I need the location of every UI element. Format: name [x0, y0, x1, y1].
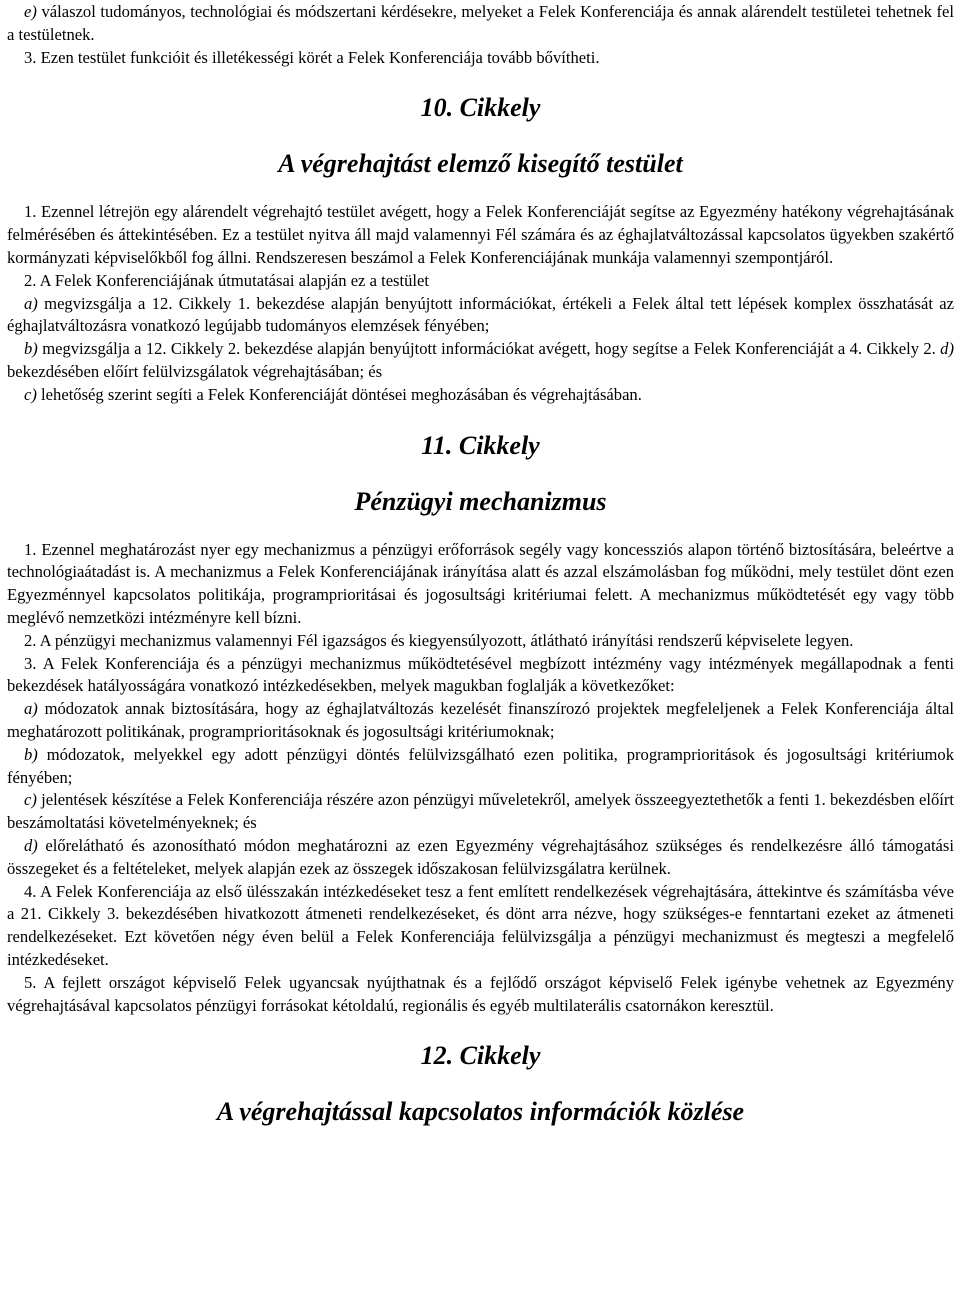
article-12-title: A végrehajtással kapcsolatos információk közlése: [216, 1097, 745, 1127]
item-e-text: válaszol tudományos, technológiai és módszertani kérdésekre, melyeket a Felek Konferenciája és annak alárendelt testületei tehetnek fel a testületnek.: [7, 2, 954, 44]
item-b-label: b): [24, 744, 38, 764]
spacer: [7, 517, 954, 539]
article-11-item-d: [7, 835, 954, 881]
article-11-paragraph-5: 5. A fejlett országot képviselő Felek ugyancsak nyújthatnak és a fejlődő országot képviselő Felek igénybe vehetnek az Egyezmény végrehajtásával kapcsolatos pénzügyi forrásokat kétoldalú, regionális és egyéb multilaterális csatornákon keresztül.: [7, 972, 954, 1015]
item-b-text: módozatok, melyekkel egy adott pénzügyi döntés felülvizsgálható ezen politika, programprioritások és jogosultsági kritériumok fényében;: [7, 744, 954, 787]
item-a-label: a): [24, 699, 38, 719]
item-b-inner-label: d): [940, 339, 954, 359]
paragraph-3: 3. Ezen testület funkcióit és illetékességi körét a Felek Konferenciája tovább bővítheti.: [24, 47, 600, 67]
article-11-number: 11. Cikkely: [421, 430, 540, 460]
item-b-text-2: bekezdésében előírt felülvizsgálatok végrehajtásában; és: [7, 361, 383, 381]
spacer: [7, 1017, 954, 1041]
article-11-title: Pénzügyi mechanizmus: [354, 486, 607, 516]
article-11-item-c: [7, 789, 954, 835]
article-11-item-b: [7, 744, 954, 790]
article-10-title: A végrehajtást elemző kisegítő testület: [278, 149, 683, 179]
item-a-text: módozatok annak biztosítására, hogy az éghajlatváltozás kezelését finanszírozó projektek megfeleljenek a Felek Konferenciája által meghatározott politikának, programprioritásoknak és jogosultsági kritériumoknak;: [7, 699, 954, 741]
article-11-paragraph-2: 2. A pénzügyi mechanizmus valamennyi Fél igazságos és kiegyensúlyozott, átlátható irányítási rendszerű képviselete legyen.: [24, 630, 854, 650]
article-11-paragraph-4: 4. A Felek Konferenciája az első ülésszakán intézkedéseket tesz a fent említett rendelkezések végrehajtására, áttekintve és számításba véve a 21. Cikkely 3. bekezdésében hivatkozott átmeneti rendelkezéseket, és dönt arra nézve, hogy szükséges-e fenntartani ezeket az átmeneti rendelkezéseket. Ezt követően négy éven belül a Felek Konferenciája felülvizsgálja a pénzügyi mechanizmust és megteszi a megfelelő intézkedéseket.: [7, 881, 954, 969]
article-10-item-c: [7, 384, 954, 407]
item-e-label: e): [24, 2, 37, 21]
article-10-item-a: [7, 293, 954, 339]
item-c-label: c): [24, 384, 37, 404]
item-c-label: c): [24, 790, 37, 810]
article-10-item-b: [7, 338, 954, 384]
spacer: [7, 407, 954, 431]
article-10-paragraph-2: 2. A Felek Konferenciájának útmutatásai alapján ez a testület: [24, 270, 430, 290]
item-a-text: megvizsgálja a 12. Cikkely 1. bekezdése alapján benyújtott információkat, értékeli a Felek által tett lépések komplex összhatását az éghajlatváltozásra vonatkozó legújabb tudományos elemzések fényében;: [7, 293, 954, 336]
item-a-label: a): [24, 293, 38, 313]
spacer: [7, 123, 954, 149]
spacer: [7, 1071, 954, 1097]
item-b-text-1: megvizsgálja a 12. Cikkely 2. bekezdése alapján benyújtott információkat avégett, hogy segítse a Felek Konferenciáját a 4. Cikkely 2.: [37, 339, 941, 359]
article-10-number: 10. Cikkely: [420, 93, 541, 123]
item-d-label: d): [24, 835, 38, 855]
item-d-text: előrelátható és azonosítható módon meghatározni az ezen Egyezmény végrehajtásához szükséges és rendelkezésre álló támogatási összegeket és a feltételeket, melyek alapján ezek az összegek időszakosan felülvizsgálatra kerülnek.: [7, 835, 954, 878]
spacer: [7, 69, 954, 93]
article-11-paragraph-3: 3. A Felek Konferenciája és a pénzügyi mechanizmus működtetésével megbízott intézmény vagy intézmények megállapodnak a fenti bekezdések hatályosságára vonatkozó intézkedésekben, melyek magukban foglalják a következőket:: [7, 653, 954, 696]
spacer: [7, 461, 954, 487]
item-c-text: lehetőség szerint segíti a Felek Konferenciáját döntései meghozásában és végrehajtásában.: [36, 384, 642, 404]
article-10-paragraph-1: 1. Ezennel létrejön egy alárendelt végrehajtó testület avégett, hogy a Felek Konferenciáját segítse az Egyezmény hatékony végrehajtásának felmérésében és áttekintésében. Ez a testület nyitva áll majd valamennyi Fél számára és az éghajlatváltozással kapcsolatos ügyekben szakértő kormányzati képviselőkből fog állni. Rendszeresen beszámol a Felek Konferenciájának munkája valamennyi szempontjáról.: [7, 202, 954, 267]
spacer: [7, 179, 954, 201]
article-11-paragraph-1: 1. Ezennel meghatározást nyer egy mechanizmus a pénzügyi erőforrások segély vagy koncessziós alapon történő biztosítására, beleértve a technológiaátadást is. A mechanizmus a Felek Konferenciájának irányítása alatt és azzal elszámolásban fog működni, mely testület dönt ezen Egyezménnyel kapcsolatos politikája, programprioritásai és jogosultsági kritériumai felett. A mechanizmus működtetését egy vagy több meglévő nemzetközi intézményre kell bízni.: [7, 539, 954, 627]
item-c-text: jelentések készítése a Felek Konferenciája részére azon pénzügyi műveletekről, amelyek összeegyeztethetők a fenti 1. bekezdésben előírt beszámoltatási követelményeknek; és: [7, 790, 954, 833]
article-11-item-a: [7, 698, 954, 744]
item-e: [7, 1, 954, 47]
article-12-number: 12. Cikkely: [420, 1041, 541, 1071]
item-b-label: b): [24, 339, 38, 359]
